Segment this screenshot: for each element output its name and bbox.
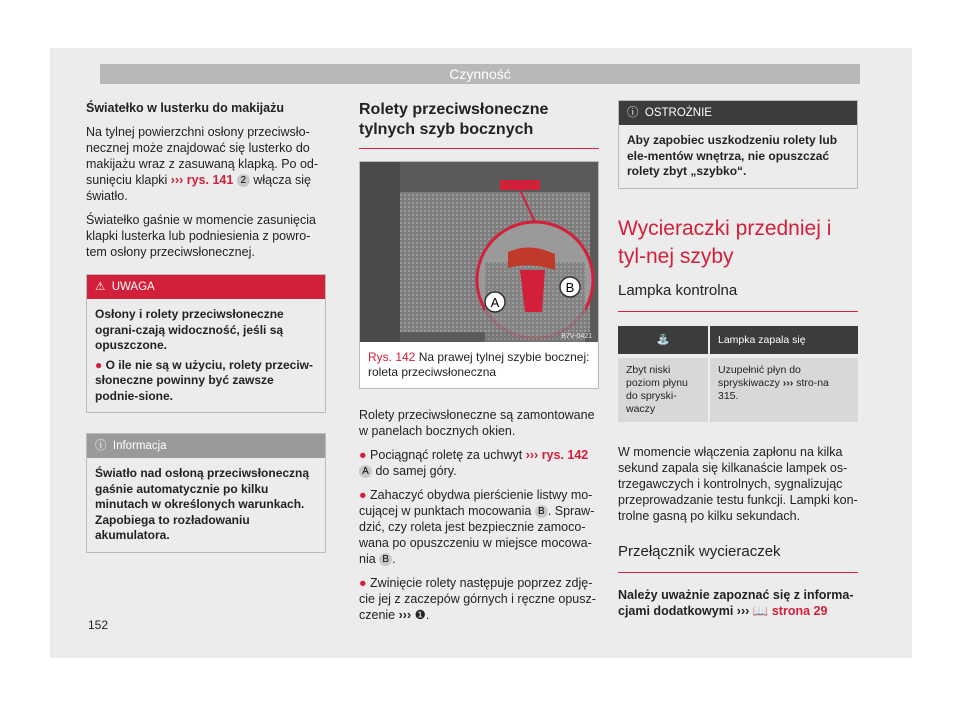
info-icon: ⓘ <box>95 440 113 452</box>
arrow-icon: ››› <box>782 376 794 389</box>
text: Na tylnej powierzchni osłony przeciwsło-necznej może znajdować się lusterko do makijażu wraz z zasuwaną klapką. Po od-sunięciu klapki <box>86 125 319 187</box>
warning-bullet <box>95 358 317 405</box>
bullet-icon: ● <box>359 448 367 462</box>
blinds-bullet-3: ● Zwinięcie rolety następuje poprzez zdję-cie jej z zaczepów górnych i ręczne opusz-czenie ››› ❶. <box>359 576 596 622</box>
info-body: Światło nad osłoną przeciwsłoneczną gaśnie automatycznie po kilku minutach w określonych warunkach. Zapobiega to rozładowaniu akumulatora. <box>95 466 310 542</box>
warning-triangle-icon: ⚠ <box>95 281 112 293</box>
table-header: Lampka zapala się <box>709 326 858 356</box>
row-action <box>709 356 858 422</box>
letter-badge: B <box>535 505 548 518</box>
table-row <box>618 356 858 422</box>
text: O ile nie są w użyciu, rolety przeciw-słoneczne powinny być zawsze podnie-sione. <box>95 357 313 403</box>
page-header: Czynność <box>100 64 860 84</box>
info-title: Informacja <box>112 440 167 452</box>
column-middle <box>359 100 599 631</box>
mirror-paragraph-2: Światełko gaśnie w momencie zasunięcia klapki lusterka lub podniesienia z powro-tem osłony przeciwsłonecznej. <box>86 213 316 259</box>
figure-142 <box>359 161 599 389</box>
bullet-icon: ● <box>359 488 367 502</box>
caption-ref: Rys. 142 <box>368 350 416 364</box>
text: Zwinięcie rolety następuje poprzez zdję-cie jej z zaczepów górnych i ręczne opusz-czenie <box>359 576 596 622</box>
section-title-blinds: Rolety przeciwsłoneczne tylnych szyb bocznych <box>359 100 599 149</box>
warning-box <box>86 274 326 413</box>
text: Pociągnąć roletę za uchwyt <box>370 448 523 462</box>
fig-label-b: B <box>565 280 575 295</box>
info-box <box>86 433 326 553</box>
arrow-icon: ››› <box>525 448 539 462</box>
number-badge: 2 <box>237 174 250 187</box>
warning-title: UWAGA <box>111 281 155 293</box>
blind-photo <box>360 162 598 342</box>
row-condition: Zbyt niski poziom płynu do spryski-waczy <box>618 356 709 422</box>
text: włącza się światło. <box>86 173 311 203</box>
text: do samej góry. <box>375 464 457 478</box>
warning-header <box>87 275 325 299</box>
washer-fluid-icon: ⛲ <box>618 326 709 356</box>
arrow-icon: ››› <box>170 173 184 187</box>
caution-ref-icon: ❶ <box>414 608 426 622</box>
text: . Spraw-dzić, czy roleta jest bezpiecznie zamoco-wana po opuszczeniu w miejsce mocowa-nia <box>359 504 595 566</box>
blind-illustration <box>360 162 598 342</box>
warning-text: Osłony i rolety przeciwsłoneczne ograni-czają widoczność, jeśli są opuszczone. <box>95 307 284 352</box>
column-left <box>86 100 326 553</box>
caution-body: Aby zapobiec uszkodzeniu rolety lub ele-mentów wnętrza, nie opuszczać rolety zbyt „szybko“. <box>627 133 838 178</box>
indicator-paragraph: W momencie włączenia zapłonu na kilka sekund zapala się kilkanaście lampek os-trzegawczych i kontrolnych, sygnalizując przeprowadzanie testu funkcji. Lampki kon-trolne gasną po kilku sekundach. <box>618 444 858 523</box>
arrow-icon: ››› <box>398 608 412 622</box>
page-link[interactable]: strona 29 <box>771 603 828 618</box>
bullet-icon: ● <box>359 576 367 590</box>
wipers-title: Wycieraczki przedniej i tyl-nej szyby <box>618 216 832 268</box>
info-header <box>87 434 325 458</box>
page-number: 152 <box>88 618 109 632</box>
figure-link[interactable]: rys. 141 <box>186 173 234 187</box>
bullet-icon: ● <box>95 357 106 372</box>
fig-label-a: A <box>490 295 500 310</box>
indicator-table <box>618 326 858 422</box>
figure-link[interactable]: rys. 142 <box>541 448 589 462</box>
caution-box <box>618 100 858 189</box>
book-icon: 📖 <box>752 603 769 618</box>
caption-text: Na prawej tylnej szybie bocznej: roleta przeciwsłoneczna <box>368 350 590 379</box>
text: Uzupełnić płyn do spryskiwaczy <box>718 363 801 389</box>
text: Należy uważnie zapoznać się z informa-cjami dodatkowymi <box>618 587 854 618</box>
mirror-heading: Światełko w lusterku do makijażu <box>86 101 284 115</box>
blinds-bullet-2: ● Zahaczyć obydwa pierścienie listwy mo-cującej w punktach mocowania B . Spraw-dzić, czy roleta jest bezpiecznie zamoco-wana po opuszczeniu w miejsce mocowa-nia B . <box>359 488 595 566</box>
exclamation-icon: ⓘ <box>627 107 645 119</box>
arrow-icon: ››› <box>736 603 750 618</box>
figure-caption <box>360 342 598 388</box>
warning-body <box>87 299 325 412</box>
caution-title: OSTROŻNIE <box>644 107 712 119</box>
blinds-bullet-1 <box>359 447 599 479</box>
text: Zahaczyć obydwa pierścienie listwy mo-cującej w punktach mocowania <box>359 488 593 518</box>
blinds-paragraph: Rolety przeciwsłoneczne są zamontowane w panelach bocznych okien. <box>359 408 595 438</box>
text[interactable]: stro-na 315. <box>718 376 829 402</box>
letter-badge: B <box>379 553 392 566</box>
column-right <box>618 100 858 627</box>
caution-header <box>619 101 857 125</box>
fig-code: B7V-0421 <box>561 333 592 340</box>
indicator-subtitle: Lampka kontrolna <box>618 281 858 312</box>
additional-info-note <box>618 587 858 619</box>
wiper-switch-subtitle: Przełącznik wycieraczek <box>618 542 858 573</box>
mirror-paragraph-1 <box>86 124 326 204</box>
letter-badge: A <box>359 465 372 478</box>
table-header-row <box>618 326 858 356</box>
